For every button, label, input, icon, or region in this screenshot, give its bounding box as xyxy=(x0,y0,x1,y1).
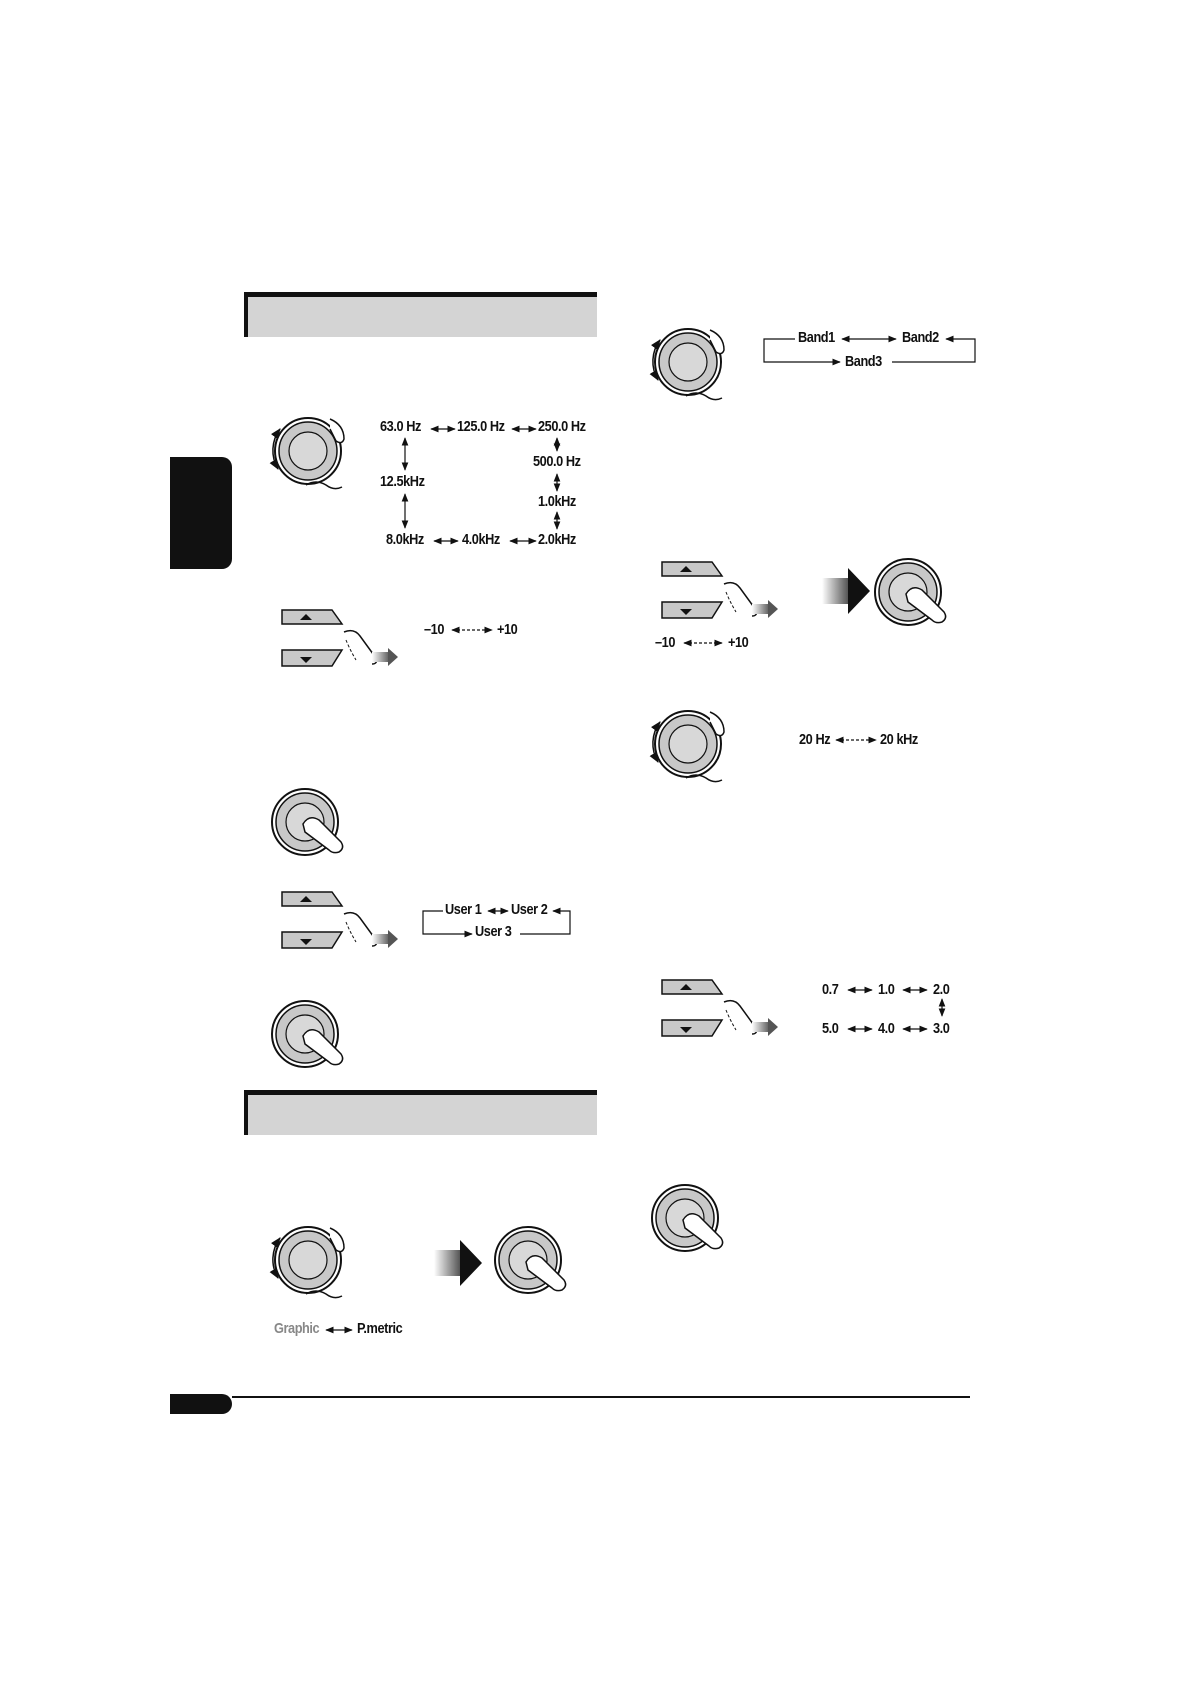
band-2khz: 2.0kHz xyxy=(538,531,576,548)
band-1: Band1 xyxy=(798,329,835,346)
q-1-0: 1.0 xyxy=(878,981,895,998)
band-1khz: 1.0kHz xyxy=(538,493,576,510)
band-8khz: 8.0kHz xyxy=(386,531,424,548)
band-500hz: 500.0 Hz xyxy=(533,453,581,470)
band-4khz: 4.0kHz xyxy=(462,531,500,548)
q-4-0: 4.0 xyxy=(878,1020,895,1037)
band-2: Band2 xyxy=(902,329,939,346)
q-3-0: 3.0 xyxy=(933,1020,950,1037)
user-1: User 1 xyxy=(445,901,482,918)
band-63hz: 63.0 Hz xyxy=(380,418,421,435)
q-0-7: 0.7 xyxy=(822,981,839,998)
q-5-0: 5.0 xyxy=(822,1020,839,1037)
band-12khz: 12.5kHz xyxy=(380,473,425,490)
band-125hz: 125.0 Hz xyxy=(457,418,505,435)
level-min-left: –10 xyxy=(424,621,445,638)
q-2-0: 2.0 xyxy=(933,981,950,998)
freq-min: 20 Hz xyxy=(799,731,831,748)
band-250hz: 250.0 Hz xyxy=(538,418,586,435)
level-max-left: +10 xyxy=(497,621,518,638)
freq-max: 20 kHz xyxy=(880,731,918,748)
mode-graphic: Graphic xyxy=(274,1320,320,1337)
control-dial-press-icon xyxy=(645,1178,735,1268)
level-min-right: –10 xyxy=(655,634,676,651)
band-3: Band3 xyxy=(845,353,882,370)
level-max-right: +10 xyxy=(728,634,749,651)
mode-pmetric: P.metric xyxy=(357,1320,403,1337)
user-2: User 2 xyxy=(511,901,548,918)
user-3: User 3 xyxy=(475,923,512,940)
